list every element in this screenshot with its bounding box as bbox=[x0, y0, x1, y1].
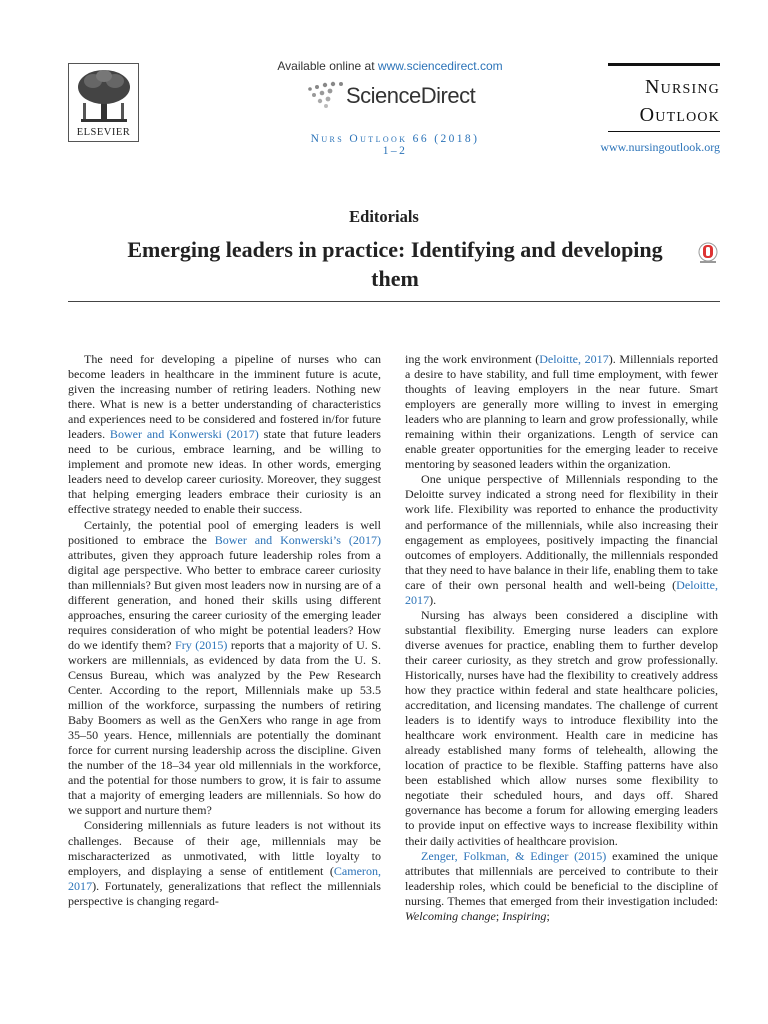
citation-link[interactable]: Bower and Konwerski’s (2017) bbox=[214, 532, 382, 547]
sciencedirect-wordmark: ScienceDirect bbox=[346, 83, 476, 108]
nameplate-rule-bottom bbox=[608, 131, 720, 132]
citation-link[interactable]: Cameron, 2017 bbox=[68, 863, 381, 893]
sciencedirect-link[interactable]: www.sciencedirect.com bbox=[377, 59, 503, 73]
elsevier-logo bbox=[68, 63, 139, 142]
publisher-logo-text: ELSEVIER bbox=[76, 127, 131, 138]
text-run: One unique perspective of Millennials responding to the Deloitte survey indicated a strong need for flexibility in their work life. Flexibility was reported to enhance the productivity and performance of the millennials, while also increasing their engagement as employees, positively impacting the financial outcomes of employers. Additionally, the millennials responded that they need to have balance in their life, enabling them to take care of their own personal health and well-being ( bbox=[405, 472, 718, 592]
section-heading: Editorials bbox=[349, 207, 419, 226]
text-run: state that future leaders need to be curious, embrace learning, and be willing to implement and promote new ideas. In other words, emerging leaders need to develop career curiosity. Moreover, they suggest that helping emerging leaders embrace their curiosity is an effective strategy needed to enable their success. bbox=[68, 427, 381, 517]
text-run: reports that a majority of U. S. workers are millennials, as evidenced by data from the U. S. Census Bureau, which was analyzed by the Pew Research Center. According to the report, Millennials make up 53.5 million of the workforce, surpassing the numbers of retiring Baby Boomers as well as the GenXers who range in age from 35–50 years. Hence, millennials are potentially the dominant force for current nursing leadership across the discipline. Given the number of the 18–34 year old millennials in the workforce, and the potential for those numbers to grow, it is fair to assume that a majority of emerging leaders are millennials. So how do we support and nurture them? bbox=[68, 637, 381, 818]
text-run: ). bbox=[429, 592, 437, 607]
citation-link[interactable]: Zenger, Folkman, & Edinger (2015) bbox=[421, 848, 607, 863]
citation-link[interactable]: Deloitte, 2017 bbox=[539, 352, 609, 366]
journal-title-line1: Nursing bbox=[645, 76, 720, 98]
title-divider bbox=[68, 301, 720, 302]
paragraph bbox=[405, 352, 718, 472]
available-prefix: Available online at bbox=[277, 59, 378, 73]
text-run: Considering millennials as future leaders is not without its challenges. Because of their age, millennials may be mischaracterized as unmotivated, with little loyalty to employers, and displaying a sense of entitlement ( bbox=[68, 818, 381, 878]
text-run: The need for developing a pipeline of nurses who can become leaders in healthcare in the imminent future is acute, given the increasing number of retiring leaders. Nothing new there. What is new is a better understanding of characteristics and experiences need to be considered and fostered in/for future leaders. bbox=[68, 352, 381, 442]
body-column-left bbox=[68, 352, 381, 909]
available-online bbox=[240, 59, 540, 73]
paragraph bbox=[68, 352, 381, 518]
crossmark-icon[interactable] bbox=[696, 241, 720, 265]
text-run: Certainly, the potential pool of emerging leaders is well positioned to embrace the bbox=[68, 517, 381, 547]
paragraph bbox=[405, 849, 718, 924]
text-run: ). Fortunately, generalizations that reflect the millennials perspective is changing regard- bbox=[68, 878, 381, 908]
paragraph: Nursing has always been considered a discipline with substantial flexibility. Emerging nurse leaders can explore diverse avenues for practice, enabling them to further develop their career curiosity, as they stretch and grow professionally. Historically, nurses have had the flexibility to creatively address how they practice within federal and state healthcare policies, accreditation, and licensing mandates. The challenge of current leaders is to identify ways to introduce flexibility into the healthcare work environment. Health care in medicine has already established many forms of telehealth, allowing the location of practice to be flexible. Staffing patterns have also been established which allow nurses some flexibility to negotiate their scheduled hours, and days off. Shared governance has become a forum for allowing emerging leaders to provide input on effective ways to increase flexibility within their daily activities of healthcare provision. bbox=[405, 607, 718, 848]
text-run: ing the work environment ( bbox=[405, 352, 540, 366]
text-run: ; bbox=[495, 908, 503, 923]
journal-citation: Nurs Outlook 66 (2018) 1–2 bbox=[310, 133, 480, 157]
italic-term: Welcoming change bbox=[405, 908, 496, 923]
nameplate-rule-top bbox=[608, 63, 720, 66]
paragraph bbox=[68, 818, 381, 908]
text-run: attributes, given they approach future leadership roles from a digital age perspective. Who better to embrace career curiosity than millennials? But given most leaders now in nursing are of a different generation, and honed their skills using different approaches, ensuring the career curiosity of the emerging leader requires consideration of who might be potential leaders? How do we identify them? bbox=[68, 547, 381, 652]
citation-link[interactable]: Deloitte, 2017 bbox=[405, 577, 718, 607]
journal-title-line2: Outlook bbox=[639, 104, 720, 126]
text-run: ). Millennials reported a desire to have stability, and full time employment, with fewer thoughts of leaving employers in the near future. Smart employers are generally more willing to invest in emerging leaders who are planning to learn and grow professionally, while remaining within their organizations. Length of service can enable greater opportunities for the emerging leader to receive mentoring by seasoned leaders within the organization. bbox=[405, 352, 718, 472]
article-title: Emerging leaders in practice: Identifying and developing them bbox=[127, 237, 663, 291]
italic-term: Inspiring bbox=[502, 908, 547, 923]
text-run: examined the unique attributes that millennials are perceived to contribute to their leadership roles, which could be beneficial to the discipline of nursing. Themes that emerged from their investigation included: bbox=[405, 848, 718, 908]
text-run: ; bbox=[546, 908, 550, 923]
paragraph bbox=[405, 472, 718, 607]
body-column-right bbox=[405, 352, 718, 924]
paragraph bbox=[68, 518, 381, 819]
journal-url-link[interactable]: www.nursingoutlook.org bbox=[600, 140, 720, 154]
journal-title bbox=[600, 73, 720, 129]
tree-icon bbox=[73, 67, 135, 125]
citation-link[interactable]: Fry (2015) bbox=[175, 637, 228, 652]
citation-link[interactable]: Bower and Konwerski (2017) bbox=[109, 427, 259, 442]
